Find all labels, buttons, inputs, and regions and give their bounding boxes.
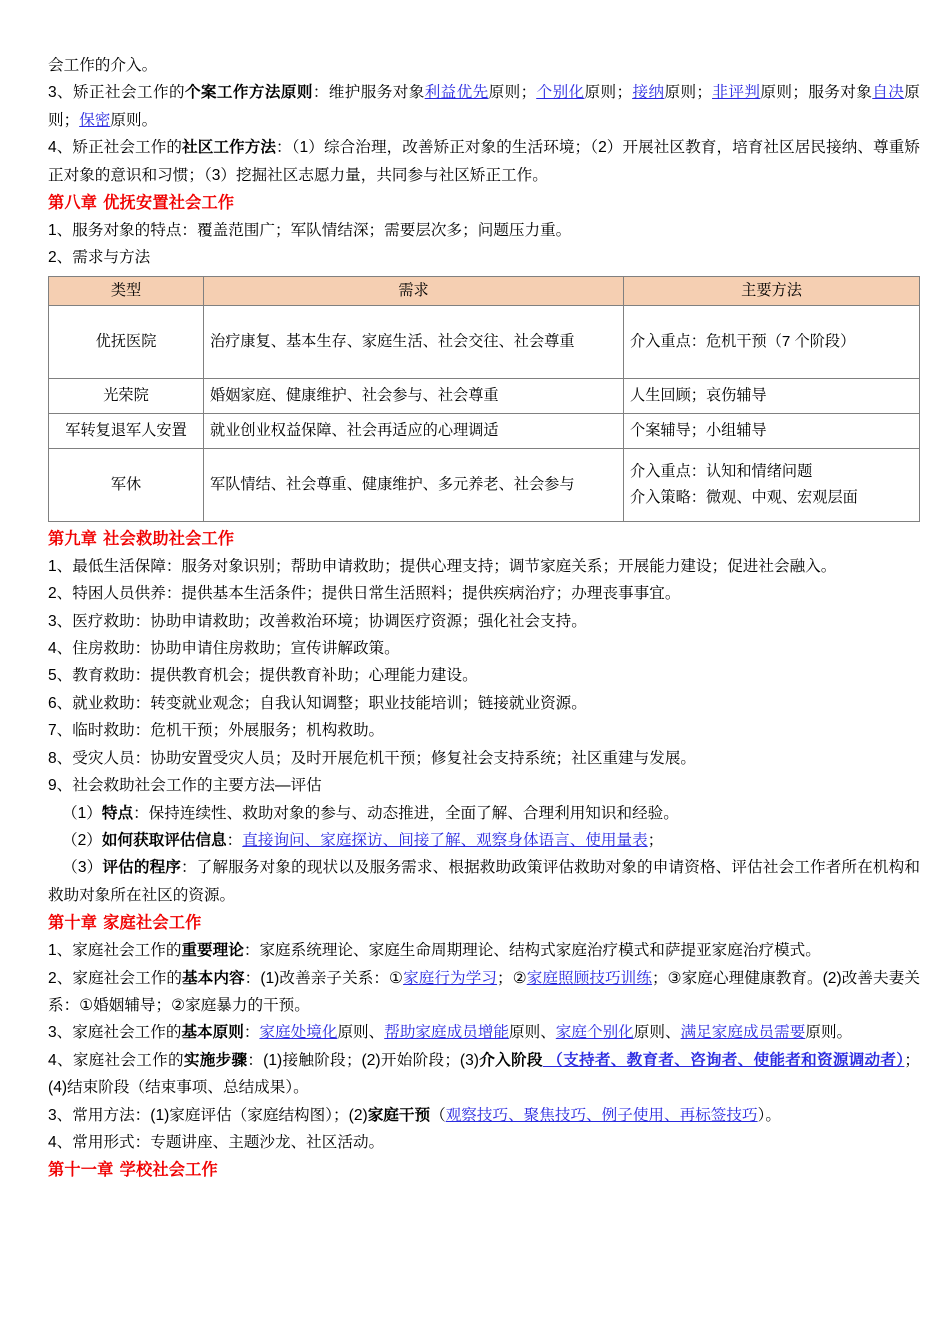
item-number: 3、 [48, 1106, 73, 1124]
cell-method-line: 介入重点：危机干预（7 个阶段） [630, 332, 856, 350]
sub-body: ：保持连续性、救助对象的参与、动态推进，全面了解、合理利用知识和经验。 [133, 804, 679, 822]
cell-method [624, 413, 920, 448]
text-segment-1: ：(1)改善亲子关系：① [244, 969, 404, 987]
item-colon: ：维护服务对象 [312, 84, 425, 102]
cell-type: 军休 [49, 448, 204, 521]
cell-method-line: 介入策略：微观、中观、宏观层面 [630, 488, 858, 506]
item-lead: 矫正社会工作的 [73, 84, 185, 102]
table-row [49, 305, 920, 378]
sub-number: （1） [62, 804, 102, 822]
correction-item-4 [48, 134, 920, 189]
chapter9-item-5: 5、教育救助：提供教育机会；提供教育补助；心理能力建设。 [48, 667, 478, 685]
chapter9-item-6: 6、就业救助：转变就业观念；自我认知调整；职业技能培训；链接就业资源。 [48, 694, 587, 712]
item-number: 3、 [48, 84, 74, 102]
chapter10-item-4 [48, 1047, 920, 1102]
table-row [49, 378, 920, 413]
column-header-type: 类型 [49, 276, 204, 305]
item-number: 4、 [48, 1051, 73, 1069]
item-lead: 矫正社会工作的 [72, 139, 183, 157]
link-acceptance[interactable]: 接纳 [632, 84, 665, 102]
cell-type: 优抚医院 [49, 305, 204, 378]
item-bold-term: 基本内容 [182, 969, 245, 987]
item-lead: 常用方法：(1)家庭评估（家庭结构图）；(2) [72, 1106, 368, 1124]
sub-bold-term: 如何获取评估信息 [101, 831, 227, 849]
chapter9-sub-3 [48, 854, 920, 909]
text-segment-2: ；② [497, 969, 527, 987]
item-bold-term: 重要理论 [181, 942, 244, 960]
item-number: 3、 [48, 1024, 73, 1042]
text-segment-1: ：(1)接触阶段；(2)开始阶段；(3) [247, 1051, 479, 1069]
sub-bold-term: 特点 [101, 804, 134, 822]
text-after-link-1: 原则； [488, 84, 537, 102]
cell-method-line: 人生回顾；哀伤辅导 [630, 386, 767, 404]
cell-type: 光荣院 [49, 378, 204, 413]
cell-method [624, 305, 920, 378]
cell-need: 就业创业权益保障、社会再适应的心理调适 [204, 413, 624, 448]
text-after-link-5: 原则； [48, 84, 920, 129]
item-body: ：家庭系统理论、家庭生命周期理论、结构式家庭治疗模式和萨提亚家庭治疗模式。 [243, 942, 821, 960]
link-non-judgment[interactable]: 非评判 [712, 84, 761, 102]
text-after-link-6: 原则。 [110, 111, 158, 129]
chapter9-item-7: 7、临时救助：危机干预；外展服务；机构救助。 [48, 722, 385, 740]
chapter-number: 第十一章 [48, 1161, 114, 1180]
table-row [49, 413, 920, 448]
chapter10-item-5 [48, 1102, 920, 1129]
link-family-care-skills-training[interactable]: 家庭照顾技巧训练 [526, 969, 652, 987]
text-segment-2: 原则、 [509, 1024, 556, 1042]
carryover-line [48, 52, 920, 79]
item-lead: 家庭社会工作的 [72, 1024, 182, 1042]
chapter8-item-1: 1、服务对象的特点：覆盖范围广；军队情结深；需要层次多；问题压力重。 [48, 222, 572, 240]
link-family-intervention-skills[interactable]: 观察技巧、聚焦技巧、例子使用、再标签技巧 [445, 1106, 758, 1124]
chapter-number: 第十章 [48, 914, 98, 933]
cell-method [624, 378, 920, 413]
text-after-link-3: 原则； [664, 84, 713, 102]
chapter-heading-11 [48, 1156, 920, 1184]
sub-colon: ： [226, 831, 243, 849]
link-family-contextualization[interactable]: 家庭处境化 [259, 1024, 338, 1042]
sub-number: （3） [62, 859, 103, 877]
table-row [49, 448, 920, 521]
link-family-empowerment[interactable]: 帮助家庭成员增能 [384, 1024, 509, 1042]
item-bold-term: 社区工作方法 [182, 139, 277, 157]
item-bold-term: 基本原则 [181, 1024, 244, 1042]
chapter10-item-2 [48, 965, 920, 1020]
text-segment-3: 原则、 [633, 1024, 681, 1042]
cell-need: 婚姻家庭、健康维护、社会参与、社会尊重 [204, 378, 624, 413]
item-lead: 家庭社会工作的 [72, 969, 183, 987]
cell-type: 军转复退军人安置 [49, 413, 204, 448]
link-meet-family-needs[interactable]: 满足家庭成员需要 [680, 1024, 806, 1042]
column-header-need: 需求 [204, 276, 624, 305]
cell-method-line: 介入重点：认知和情绪问题 [630, 462, 813, 480]
column-header-method: 主要方法 [624, 276, 920, 305]
item-lead: 家庭社会工作的 [72, 1051, 184, 1069]
cell-need: 军队情结、社会尊重、健康维护、多元养老、社会参与 [204, 448, 624, 521]
cell-need: 治疗康复、基本生存、家庭生活、社会交往、社会尊重 [204, 305, 624, 378]
carryover-text: 会工作的介入。 [48, 57, 158, 74]
chapter9-item-4: 4、住房救助：协助申请住房救助；宣传讲解政策。 [48, 640, 400, 658]
needs-and-methods-table [48, 276, 920, 522]
text-segment-1: 原则、 [337, 1024, 385, 1042]
correction-item-3 [48, 79, 920, 134]
text-after-link-4: 原则；服务对象 [760, 84, 873, 102]
sub-tail: ； [647, 831, 664, 849]
chapter9-item-2: 2、特困人员供养：提供基本生活条件；提供日常生活照料；提供疾病治疗；办理丧事事宜。 [48, 585, 681, 603]
item-bold-term: 家庭干预 [367, 1106, 431, 1124]
chapter10-item-3 [48, 1019, 920, 1046]
chapter9-sub-1 [48, 800, 920, 827]
sub-bold-term: 评估的程序 [102, 859, 182, 877]
chapter-heading-9 [48, 525, 920, 553]
link-intervention-roles[interactable]: （支持者、教育者、咨询者、使能者和资源调动者） [542, 1051, 905, 1069]
item-bold-term: 个案工作方法原则 [184, 84, 313, 102]
chapter9-item-3: 3、医疗救助：协助申请救助；改善救治环境；协调医疗资源；强化社会支持。 [48, 612, 587, 630]
item-number: 2、 [48, 969, 73, 987]
chapter9-item-9: 9、社会救助社会工作的主要方法—评估 [48, 777, 322, 795]
chapter-title: 家庭社会工作 [103, 914, 202, 933]
link-interest-first[interactable]: 利益优先 [424, 84, 489, 102]
text-after-link-2: 原则； [584, 84, 633, 102]
sub-body: ：了解服务对象的现状以及服务需求、根据救助政策评估救助对象的申请资格、评估社会工作者所在机构和救助对象所在社区的资源。 [48, 859, 920, 904]
item-lead: 家庭社会工作的 [72, 942, 182, 960]
sub-number: （2） [62, 831, 102, 849]
cell-method-line: 个案辅导；小组辅导 [630, 421, 767, 439]
link-assessment-information-methods[interactable]: 直接询问、家庭探访、间接了解、观察身体语言、使用量表 [242, 831, 648, 849]
chapter-title: 社会救助社会工作 [103, 529, 235, 548]
item-colon: ： [243, 1024, 260, 1042]
chapter-title: 优抚安置社会工作 [103, 194, 235, 213]
table-header-row [49, 276, 920, 305]
chapter9-item-8: 8、受灾人员：协助安置受灾人员；及时开展危机干预；修复社会支持系统；社区重建与发展。 [48, 749, 697, 767]
chapter9-item-1: 1、最低生活保障：服务对象识别；帮助申请救助；提供心理支持；调节家庭关系；开展能力建设；促进社会融入。 [48, 557, 837, 575]
text-segment-1: （ [430, 1106, 446, 1124]
chapter-heading-8 [48, 189, 920, 217]
chapter-number: 第九章 [48, 529, 98, 548]
chapter9-sub-2 [48, 827, 920, 854]
link-self-determination[interactable]: 自决 [872, 84, 905, 102]
item-body: ：（1）综合治理，改善矫正对象的生活环境；（2）开展社区教育，培育社区居民接纳、尊重矫正对象的意识和习惯；（3）挖掘社区志愿力量，共同参与社区矫正工作。 [48, 139, 920, 184]
chapter10-item-1 [48, 937, 920, 964]
document-body [48, 52, 920, 1184]
link-confidentiality[interactable]: 保密 [79, 111, 111, 129]
text-segment-3: ；③家庭心理健康教育。(2)改善夫妻关系：①婚姻辅导；②家庭暴力的干预。 [48, 969, 920, 1014]
chapter-title: 学校社会工作 [119, 1161, 218, 1180]
link-family-individualization[interactable]: 家庭个别化 [555, 1024, 634, 1042]
link-family-behavior-learning[interactable]: 家庭行为学习 [403, 969, 498, 987]
item-number: 4、 [48, 139, 73, 157]
cell-method [624, 448, 920, 521]
chapter-heading-10 [48, 909, 920, 937]
chapter-number: 第八章 [48, 194, 98, 213]
text-segment-2: ；(4)结束阶段（结束事项、总结成果）。 [48, 1051, 920, 1097]
item-bold-term-2: 介入阶段 [478, 1051, 543, 1069]
chapter10-item-6: 4、常用形式：专题讲座、主题沙龙、社区活动。 [48, 1133, 385, 1151]
text-segment-4: 原则。 [805, 1024, 853, 1042]
chapter8-item-2: 2、需求与方法 [48, 249, 151, 267]
text-segment-2: ）。 [757, 1106, 781, 1124]
item-bold-term: 实施步骤 [183, 1051, 248, 1069]
link-individualization[interactable]: 个别化 [536, 84, 585, 102]
item-number: 1、 [48, 942, 73, 960]
